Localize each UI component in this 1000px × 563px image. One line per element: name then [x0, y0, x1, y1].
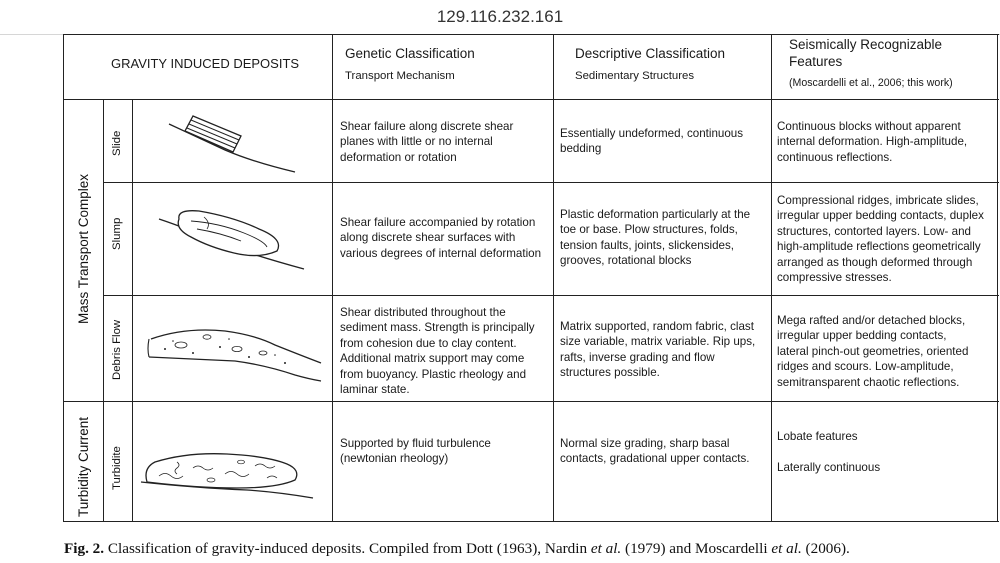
header-seismic-title: Seismically Recognizable — [789, 37, 943, 52]
header-seismic-title: Features — [789, 54, 843, 69]
figure-caption: Fig. 2. Classification of gravity-induced deposits. Compiled from Dott (1963), Nardin et al. (1979) and Moscardelli et al. (2006). — [64, 540, 850, 557]
group-column-divider — [103, 99, 104, 522]
turbidite-sketch — [137, 438, 313, 506]
group-label-turbidity-current: Turbidity Current — [76, 416, 91, 517]
type-label-debris-flow: Debris Flow — [111, 319, 123, 380]
seismic-column-divider — [771, 34, 772, 522]
debris-flow-genetic-text: Shear distributed throughout the sediment mass. Strength is principally from cohesion due to clay content. Additional matrix support may come from buoyancy. Plastic rheology and laminar state. — [340, 306, 535, 397]
debris-flow-seismic-text: Mega rafted and/or detached blocks, irregular upper bedding contacts, lateral pinch-out geometries, oriented ridges and scours. Low-amplitude, semitransparent chaotic reflections. — [777, 314, 969, 389]
table-border-right — [997, 34, 998, 522]
group-label-mass-transport-complex: Mass Transport Complex — [76, 173, 91, 324]
debris-flow-descriptive-text: Matrix supported, random fabric, clast size variable, matrix variable. Rip ups, rafts, inverse grading and flow structures possible. — [560, 320, 756, 380]
header-genetic-sub: Transport Mechanism — [345, 70, 455, 82]
table-border-bottom — [63, 521, 999, 522]
type-label-turbidite: Turbidite — [111, 446, 123, 490]
type-column-divider — [132, 99, 133, 522]
url-text: 129.116.232.161 — [436, 7, 564, 26]
descriptive-column-divider — [553, 34, 554, 522]
genetic-column-divider — [332, 34, 333, 522]
slide-sketch — [163, 106, 303, 176]
header-seismic-sub: (Moscardelli et al., 2006; this work) — [789, 77, 953, 89]
table-border-left — [63, 34, 64, 522]
classification-table — [63, 34, 999, 522]
turbidite-genetic-text: Supported by fluid turbulence (newtonian rheology) — [340, 437, 491, 466]
turbidite-descriptive-text: Normal size grading, sharp basal contacts, gradational upper contacts. — [560, 437, 750, 466]
type-label-slide: Slide — [111, 130, 123, 156]
header-descriptive-title: Descriptive Classification — [575, 46, 726, 61]
slump-genetic-text: Shear failure accompanied by rotation along discrete shear surfaces with various degrees of internal deformation — [340, 216, 542, 260]
slump-descriptive-text: Plastic deformation particularly at the toe or base. Plow structures, folds, tension faults, joints, slickensides, grooves, rotational blocks — [560, 208, 751, 268]
row-divider — [103, 182, 999, 183]
debris-flow-sketch — [145, 319, 323, 385]
slump-sketch — [149, 199, 309, 279]
slide-descriptive-text: Essentially undeformed, continuous bedding — [560, 127, 744, 156]
header-genetic-title: Genetic Classification — [345, 46, 475, 61]
slide-seismic-text: Continuous blocks without apparent internal deformation. High-amplitude, continuous reflections. — [777, 120, 968, 164]
turbidite-seismic-text: Lobate features Laterally continuous — [777, 430, 881, 474]
header-descriptive-sub: Sedimentary Structures — [575, 70, 695, 82]
browser-address-bar[interactable] — [0, 0, 1000, 35]
group-divider — [63, 401, 999, 402]
row-divider — [103, 295, 999, 296]
header-divider — [63, 99, 999, 100]
header-deposits: GRAVITY INDUCED DEPOSITS — [111, 56, 300, 71]
type-label-slump: Slump — [111, 217, 123, 250]
slide-genetic-text: Shear failure along discrete shear planes with little or no internal deformation or rotation — [340, 120, 514, 164]
slump-seismic-text: Compressional ridges, imbricate slides, irregular upper bedding contacts, duplex structures, contorted layers. Low- and high-amplitude reflections geometrically arranged as though deformed through compressive stresses. — [777, 194, 984, 285]
